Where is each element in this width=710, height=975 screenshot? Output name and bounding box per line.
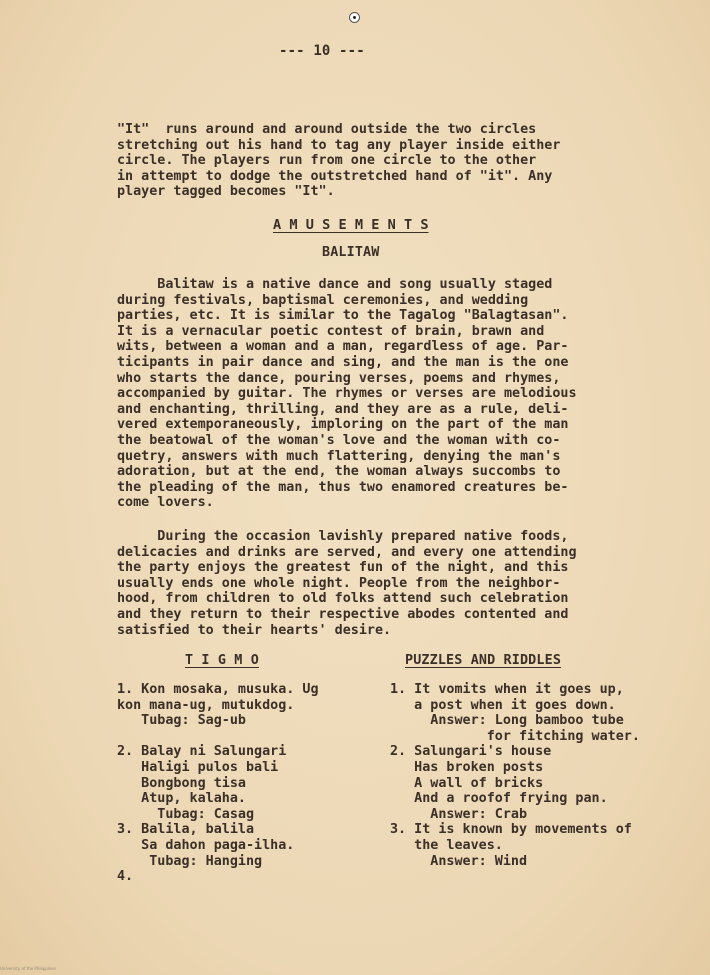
text-line: vered extemporaneously, imploring on the part of the man — [117, 417, 569, 433]
tigmo-list — [117, 682, 387, 885]
footer-note: University of the Philippines — [0, 966, 56, 971]
riddle-line: kon mana-ug, mutukdog. — [117, 697, 295, 713]
subsection-title: BALITAW — [322, 245, 380, 260]
riddle-line: Haligi pulos bali — [117, 759, 279, 775]
riddle-line: Tubag: Hanging — [117, 853, 263, 869]
riddle-line: And a roofof frying pan. — [390, 791, 608, 807]
text-line: parties, etc. It is similar to the Tagalog "Balagtasan". — [117, 308, 569, 324]
riddle-line: Bongbong tisa — [117, 775, 246, 791]
text-line: hood, from children to old folks attend such celebration — [117, 591, 569, 607]
text-line: quetry, answers with much flattering, denying the man's — [117, 448, 561, 464]
riddle-line: A wall of bricks — [390, 775, 544, 791]
riddle-line: 1. Kon mosaka, musuka. Ug — [117, 682, 319, 697]
riddle-line: Tubag: Casag — [117, 806, 255, 822]
tigmo-title: T I G M O — [185, 653, 259, 668]
text-line: stretching out his hand to tag any player inside either — [117, 137, 561, 153]
riddle-line: Tubag: Sag-ub — [117, 713, 246, 729]
riddle-line: 3. It is known by movements of — [390, 822, 632, 838]
text-line: accompanied by guitar. The rhymes or verses are melodious — [117, 386, 577, 402]
riddle-line: Has broken posts — [390, 759, 544, 775]
text-line: player tagged becomes "It". — [117, 184, 335, 200]
section-title: A M U S E M E N T S — [273, 217, 429, 233]
riddle-line: 1. It vomits when it goes up, — [390, 682, 624, 697]
riddle-line: Atup, kalaha. — [117, 791, 246, 807]
text-line: in attempt to dodge the outstretched hand of "it". Any — [117, 168, 553, 184]
riddle-line — [117, 729, 387, 745]
text-line: the pleading of the man, thus two enamored creatures be- — [117, 479, 569, 495]
text-line: who starts the dance, pouring verses, poems and rhymes, — [117, 370, 561, 386]
text-line: the party enjoys the greatest fun of the night, and this — [117, 560, 569, 576]
occasion-paragraph — [117, 529, 657, 638]
puzzles-list — [390, 682, 690, 869]
riddle-line: Sa dahon paga-ilha. — [117, 837, 295, 853]
text-line: and they return to their respective abodes contented and — [117, 606, 569, 622]
intro-paragraph — [117, 122, 657, 200]
riddle-line: Answer: Crab — [390, 806, 528, 822]
riddle-line: Answer: Wind — [390, 853, 528, 869]
riddle-line: 2. Balay ni Salungari — [117, 744, 287, 760]
text-line: the beatowal of the woman's love and the woman with co- — [117, 432, 561, 448]
text-line: delicacies and drinks are served, and every one attending — [117, 544, 577, 560]
punch-hole-icon — [349, 12, 360, 23]
page-number: --- 10 --- — [279, 43, 365, 59]
riddle-line: 3. Balila, balila — [117, 822, 255, 838]
puzzles-title: PUZZLES AND RIDDLES — [405, 653, 562, 668]
text-line: satisfied to their hearts' desire. — [117, 622, 392, 638]
riddle-line: for fitching water. — [390, 728, 640, 744]
text-line: It is a vernacular poetic contest of brain, brawn and — [117, 323, 545, 339]
riddle-line: a post when it goes down. — [390, 697, 616, 713]
text-line: "It" runs around and around outside the two circles — [117, 122, 537, 137]
riddle-line: Answer: Long bamboo tube — [390, 713, 624, 729]
text-line: circle. The players run from one circle to the other — [117, 153, 537, 169]
text-line: come lovers. — [117, 495, 214, 511]
text-line: and enchanting, thrilling, and they are as a rule, deli- — [117, 401, 569, 417]
text-line: ticipants in pair dance and sing, and the man is the one — [117, 354, 569, 370]
riddle-line: 2. Salungari's house — [390, 744, 552, 760]
text-line: Balitaw is a native dance and song usually staged — [117, 277, 553, 292]
text-line: wits, between a woman and a man, regardless of age. Par- — [117, 339, 569, 355]
text-line: usually ends one whole night. People from the neighbor- — [117, 575, 561, 591]
text-line: During the occasion lavishly prepared native foods, — [117, 529, 569, 544]
balitaw-paragraph — [117, 277, 657, 511]
riddle-line: 4. — [117, 869, 134, 885]
text-line: during festivals, baptismal ceremonies, and wedding — [117, 292, 529, 308]
text-line: adoration, but at the end, the woman always succombs to — [117, 464, 561, 480]
riddle-line: the leaves. — [390, 837, 503, 853]
